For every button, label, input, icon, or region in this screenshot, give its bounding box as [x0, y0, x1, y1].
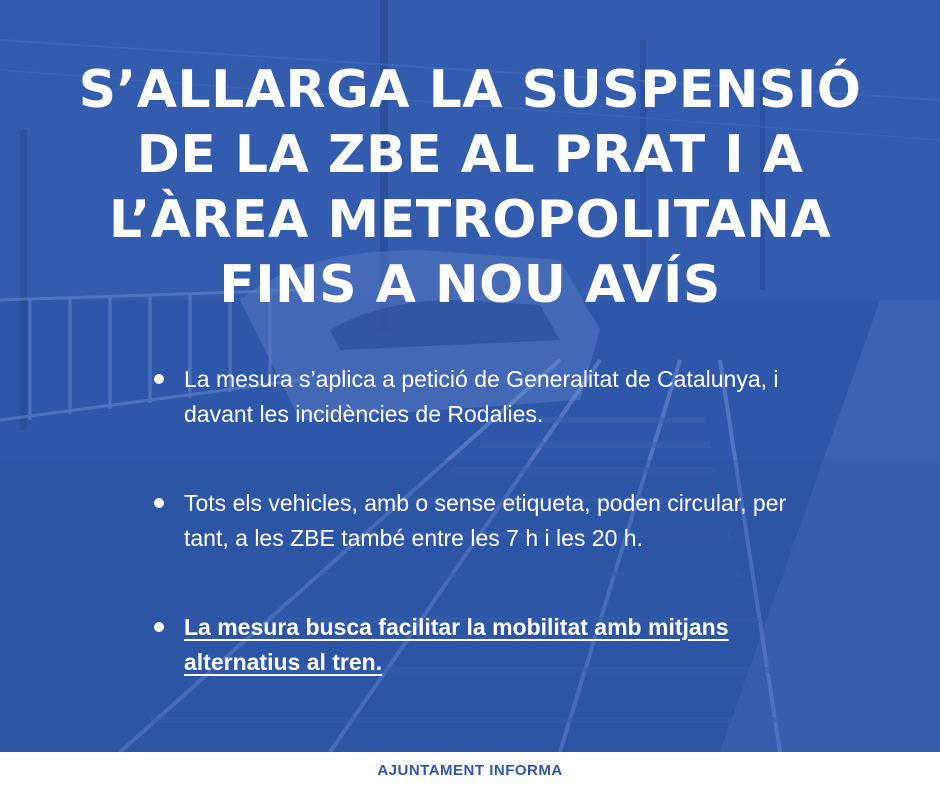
footer-bar [0, 752, 940, 788]
bullet-dot-icon [154, 498, 164, 508]
headline-line-3: L’ÀREA METROPOLITANA [108, 190, 832, 250]
bullet-text: La mesura s’aplica a petició de Generalitat de Catalunya, i davant les incidències de Rodalies. [184, 366, 779, 427]
bullet-dot-icon [154, 622, 164, 632]
footer-label: AJUNTAMENT INFORMA [377, 761, 563, 779]
bullet-text: Tots els vehicles, amb o sense etiqueta, poden circular, per tant, a les ZBE també entre les 7 h i les 20 h. [184, 490, 787, 551]
headline-line-1: S’ALLARGA LA SUSPENSIÓ [78, 60, 862, 120]
bullet-item-emphasized [152, 610, 802, 680]
bullet-text-emphasized: La mesura busca facilitar la mobilitat amb mitjans alternatius al tren. [184, 614, 729, 675]
bullet-item [152, 486, 802, 556]
headline-line-2: DE LA ZBE AL PRAT I A [136, 125, 804, 185]
bullet-list [152, 362, 802, 734]
headline [60, 58, 880, 318]
bullet-dot-icon [154, 374, 164, 384]
bullet-item [152, 362, 802, 432]
headline-line-4: FINS A NOU AVÍS [219, 255, 721, 315]
